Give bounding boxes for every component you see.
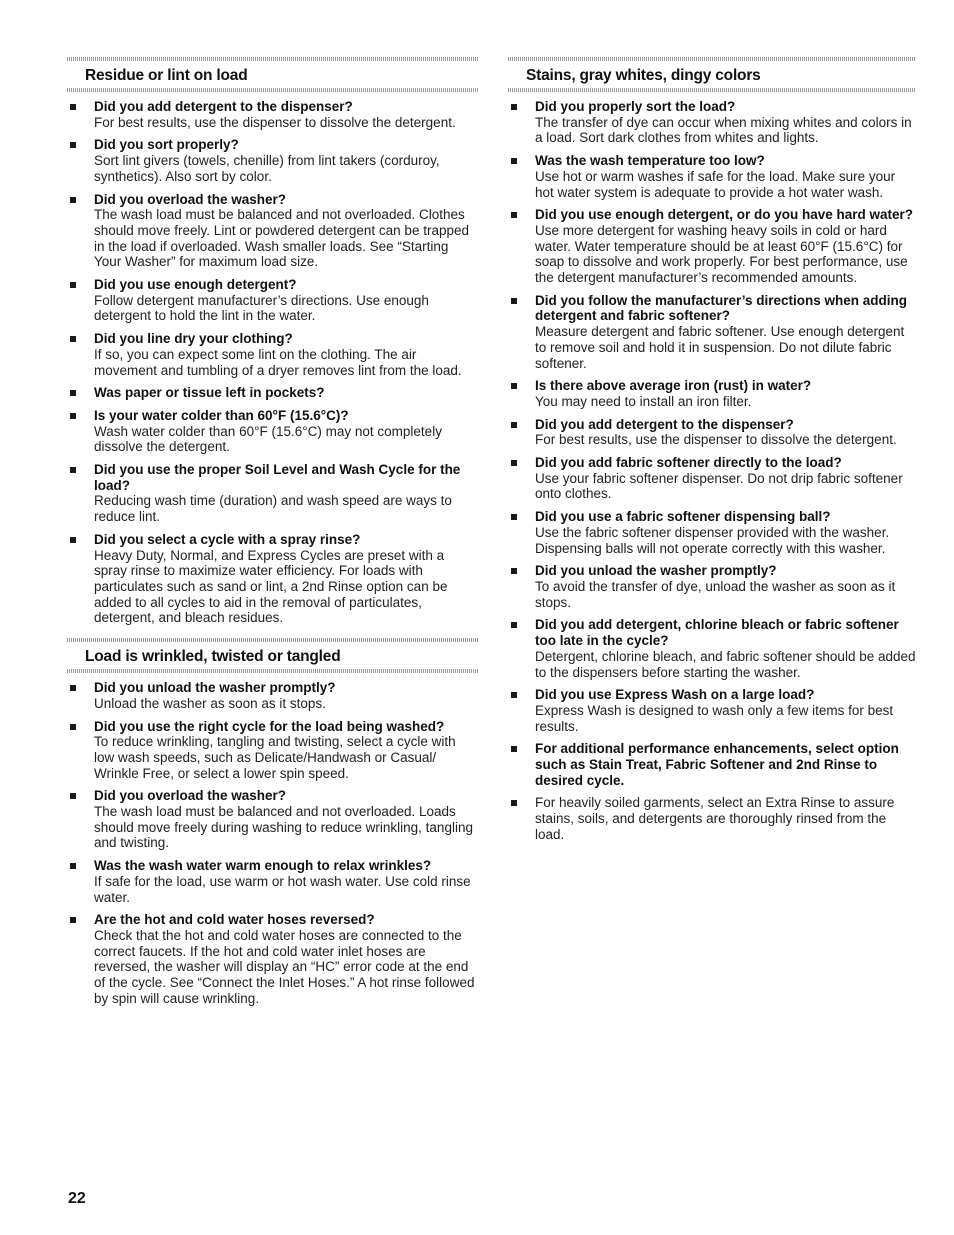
list-item — [508, 417, 916, 448]
answer-text: For best results, use the dispenser to dissolve the detergent. — [94, 114, 456, 130]
list-item — [508, 293, 916, 372]
section-title: Load is wrinkled, twisted or tangled — [85, 648, 341, 666]
question-text: Did you unload the washer promptly? — [535, 563, 777, 579]
question-text: Is your water colder than 60°F (15.6°C)? — [94, 407, 349, 423]
list-item — [67, 788, 479, 851]
answer-text: Detergent, chlorine bleach, and fabric softener should be added to the dispensers before starting the washer. — [535, 648, 916, 680]
answer-text: Heavy Duty, Normal, and Express Cycles are preset with a spray rinse to maximize water efficiency. For loads with particulates such as sand or lint, a 2nd Rinse option can be added to all cycles to aid in the removal of particulates, detergent, and bleach residues. — [94, 547, 448, 626]
question-text: Did you add detergent to the dispenser? — [535, 416, 794, 432]
left-column — [67, 57, 479, 1013]
list-item — [508, 687, 916, 734]
question-text: Are the hot and cold water hoses reversed? — [94, 912, 375, 928]
question-text: Did you add detergent, chlorine bleach or fabric softener too late in the cycle? — [535, 617, 899, 649]
list-item — [508, 207, 916, 286]
question-text: For additional performance enhancements, select option such as Stain Treat, Fabric Softener and 2nd Rinse to desired cycle. — [535, 741, 899, 788]
section-title: Residue or lint on load — [85, 67, 248, 84]
question-text: Did you unload the washer promptly? — [94, 680, 336, 696]
question-text: Did you use a fabric softener dispensing ball? — [535, 509, 831, 525]
list-item — [67, 719, 479, 782]
question-text: Did you add detergent to the dispenser? — [94, 99, 353, 114]
question-text: Did you overload the washer? — [94, 788, 287, 804]
answer-text: Sort lint givers (towels, chenille) from lint takers (corduroy, synthetics). Also sort by color. — [94, 153, 440, 184]
answer-text: Use more detergent for washing heavy soils in cold or hard water. Water temperature should be at least 60°F (15.6°C) for soap to dissolve and work properly. For best performance, use the detergent manufacturer’s recommended amounts. — [535, 222, 908, 286]
answer-text: The wash load must be balanced and not overloaded. Clothes should move freely. Lint or powdered detergent can be trapped in the load if overloaded. Wash smaller loads. See “Starting Your Washer” for maximum load size. — [94, 207, 469, 270]
answer-text: Use the fabric softener dispenser provided with the washer. Dispensing balls will not operate correctly with this washer. — [535, 524, 890, 556]
section-header-stains — [508, 57, 916, 92]
section-title: Stains, gray whites, dingy colors — [526, 67, 761, 84]
list-item — [67, 912, 479, 1006]
list-item — [508, 563, 916, 610]
question-list-stains — [508, 99, 916, 843]
question-text: Is there above average iron (rust) in water? — [535, 378, 812, 394]
answer-text: Use hot or warm washes if safe for the load. Make sure your hot water system is adequate to provide a hot water wash. — [535, 168, 896, 200]
question-text: Did you use Express Wash on a large load? — [535, 687, 815, 703]
question-text: Did you sort properly? — [94, 137, 239, 153]
list-item — [508, 509, 916, 556]
question-text: Was the wash temperature too low? — [535, 153, 765, 169]
answer-text: If safe for the load, use warm or hot wash water. Use cold rinse water. — [94, 873, 471, 905]
question-text: Did you properly sort the load? — [535, 99, 736, 114]
list-item — [67, 99, 479, 130]
answer-text: To reduce wrinkling, tangling and twisting, select a cycle with low wash speeds, such as Delicate/Handwash or Casual/ Wrinkle Free, or select a lower spin speed. — [94, 734, 456, 781]
answer-text: The transfer of dye can occur when mixing whites and colors in a load. Sort dark clothes from whites and lights. — [535, 114, 912, 146]
list-item — [508, 455, 916, 502]
answer-text: You may need to install an iron filter. — [535, 393, 752, 409]
header-rule-bottom — [508, 88, 916, 92]
answer-text: If so, you can expect some lint on the clothing. The air movement and tumbling of a dryer removes lint from the load. — [94, 346, 462, 378]
list-item — [508, 741, 916, 788]
section-header-wrinkled — [67, 638, 479, 673]
list-item — [67, 680, 479, 711]
answer-text: For best results, use the dispenser to dissolve the detergent. — [535, 432, 897, 448]
list-item — [508, 795, 916, 842]
list-item — [67, 408, 479, 455]
question-text: Did you add fabric softener directly to the load? — [535, 455, 842, 471]
answer-text: Express Wash is designed to wash only a few items for best results. — [535, 702, 894, 734]
section-header-residue — [67, 57, 479, 92]
list-item — [67, 331, 479, 378]
question-text: Was the wash water warm enough to relax wrinkles? — [94, 858, 432, 874]
answer-text: Measure detergent and fabric softener. Use enough detergent to remove soil and hold it in suspension. Do not dilute fabric softener. — [535, 324, 905, 371]
answer-text: Check that the hot and cold water hoses are connected to the correct faucets. If the hot and cold water inlet hoses are reversed, the washer will display an “HC” error code at the end of the cycle. See “Connect the Inlet Hoses.” A hot rinse followed by spin will cause wrinkling. — [94, 927, 475, 1006]
question-text: Did you line dry your clothing? — [94, 331, 293, 347]
right-column — [508, 57, 916, 850]
answer-text: For heavily soiled garments, select an Extra Rinse to assure stains, soils, and detergents are thoroughly rinsed from the load. — [535, 795, 895, 842]
question-text: Did you select a cycle with a spray rinse? — [94, 531, 361, 547]
list-item — [508, 99, 916, 146]
list-item — [508, 153, 916, 200]
list-item — [67, 192, 479, 271]
question-text: Did you use enough detergent, or do you have hard water? — [535, 207, 914, 223]
answer-text: Wash water colder than 60°F (15.6°C) may not completely dissolve the detergent. — [94, 423, 442, 455]
list-item — [67, 137, 479, 184]
header-rule-bottom — [67, 669, 479, 673]
answer-text: The wash load must be balanced and not overloaded. Loads should move freely during washing to reduce wrinkling, tangling and twisting. — [94, 804, 473, 851]
answer-text: Follow detergent manufacturer’s directions. Use enough detergent to hold the lint in the water. — [94, 292, 429, 324]
list-item — [67, 462, 479, 525]
list-item — [67, 385, 479, 401]
question-text: Did you overload the washer? — [94, 191, 287, 207]
question-text: Was paper or tissue left in pockets? — [94, 385, 325, 401]
answer-text: To avoid the transfer of dye, unload the washer as soon as it stops. — [535, 578, 896, 610]
list-item — [508, 617, 916, 680]
question-list-wrinkled — [67, 680, 479, 1006]
question-text: Did you use the proper Soil Level and Wash Cycle for the load? — [94, 462, 461, 493]
list-item — [67, 277, 479, 324]
list-item — [508, 378, 916, 409]
question-list-residue — [67, 99, 479, 626]
list-item — [67, 532, 479, 626]
answer-text: Reducing wash time (duration) and wash speed are ways to reduce lint. — [94, 493, 452, 525]
answer-text: Use your fabric softener dispenser. Do not drip fabric softener onto clothes. — [535, 470, 903, 502]
list-item — [67, 858, 479, 905]
question-text: Did you use the right cycle for the load being washed? — [94, 718, 445, 734]
page-number: 22 — [68, 1190, 86, 1207]
answer-text: Unload the washer as soon as it stops. — [94, 695, 326, 711]
header-rule-bottom — [67, 88, 479, 92]
question-text: Did you follow the manufacturer’s directions when adding detergent and fabric softener? — [535, 292, 908, 324]
question-text: Did you use enough detergent? — [94, 277, 297, 293]
